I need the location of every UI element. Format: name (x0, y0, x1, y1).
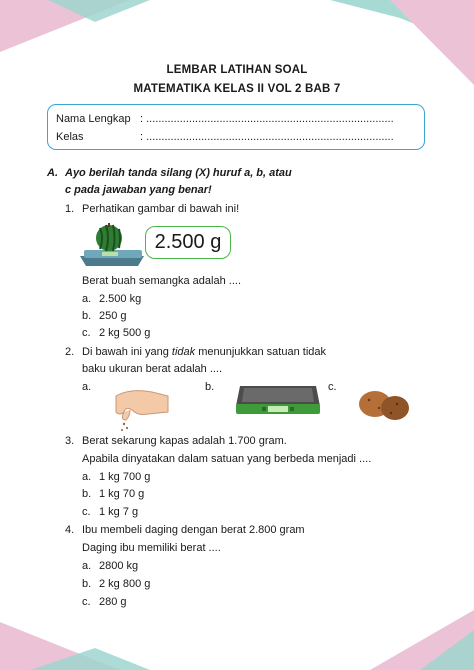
question-3-number: 3. (65, 435, 75, 447)
question-2-number: 2. (65, 346, 75, 358)
question-4-option-c[interactable]: 280 g (99, 596, 127, 608)
question-2-text-italic: tidak (171, 346, 196, 358)
question-3-option-a[interactable]: 1 kg 700 g (99, 471, 151, 483)
question-1-option-a-letter[interactable]: a. (82, 293, 92, 305)
question-3-text: Berat sekarung kapas adalah 1.700 gram. (82, 435, 287, 447)
class-row[interactable] (56, 131, 394, 143)
class-label: Kelas (56, 131, 84, 143)
question-2-option-b-letter[interactable]: b. (205, 381, 215, 393)
class-fill-line[interactable]: : ................................................................................. (140, 131, 394, 143)
question-3-option-b-letter[interactable]: b. (82, 488, 92, 500)
question-4-option-a-letter[interactable]: a. (82, 560, 92, 572)
question-4-option-b-letter[interactable]: b. (82, 578, 92, 590)
question-3-option-a-letter[interactable]: a. (82, 471, 92, 483)
question-2-text (82, 346, 326, 358)
section-instruction-line2: c pada jawaban yang benar! (65, 184, 212, 196)
name-label: Nama Lengkap (56, 113, 131, 125)
question-2-text-line2: baku ukuran berat adalah .... (82, 363, 223, 375)
identity-box (47, 104, 425, 150)
question-2-text-after: menunjukkan satuan tidak (195, 346, 327, 358)
question-4-text: Ibu membeli daging dengan berat 2.800 gram (82, 524, 305, 536)
question-3-text-line2: Apabila dinyatakan dalam satuan yang berbeda menjadi .... (82, 453, 372, 465)
question-1-prompt: Berat buah semangka adalah .... (82, 275, 241, 287)
top-left-decoration (0, 0, 150, 70)
question-1-option-c-letter[interactable]: c. (82, 327, 91, 339)
potatoes-image[interactable] (357, 388, 413, 422)
question-4-number: 4. (65, 524, 75, 536)
bottom-right-decoration (330, 600, 474, 670)
top-right-decoration (330, 0, 474, 90)
question-1-option-a[interactable]: 2.500 kg (99, 293, 142, 305)
question-2-option-a-letter[interactable]: a. (82, 381, 92, 393)
page-title: LEMBAR LATIHAN SOAL (166, 64, 308, 76)
question-4-option-b[interactable]: 2 kg 800 g (99, 578, 151, 590)
question-1-number: 1. (65, 203, 75, 215)
question-2-option-c-letter[interactable]: c. (328, 381, 337, 393)
name-row[interactable] (56, 113, 394, 125)
question-4-option-a[interactable]: 2800 kg (99, 560, 139, 572)
section-letter: A. (47, 167, 58, 179)
watermelon-on-scale-image (78, 222, 148, 268)
question-4-text-line2: Daging ibu memiliki berat .... (82, 542, 221, 554)
question-3-option-b[interactable]: 1 kg 70 g (99, 488, 145, 500)
question-2-text-before: Di bawah ini yang (82, 346, 172, 358)
question-1-text: Perhatikan gambar di bawah ini! (82, 203, 240, 215)
digital-scale-image[interactable] (234, 382, 322, 416)
name-fill-line[interactable]: : ................................................................................. (140, 113, 394, 125)
question-1-option-b-letter[interactable]: b. (82, 310, 92, 322)
scale-reading-bubble: 2.500 g (145, 226, 231, 259)
question-4-option-c-letter[interactable]: c. (82, 596, 91, 608)
question-3-option-c[interactable]: 1 kg 7 g (99, 506, 139, 518)
section-instruction-line1: Ayo berilah tanda silang (X) huruf a, b, atau (65, 167, 292, 179)
question-3-option-c-letter[interactable]: c. (82, 506, 91, 518)
question-1-option-c[interactable]: 2 kg 500 g (99, 327, 151, 339)
page-subtitle: MATEMATIKA KELAS II VOL 2 BAB 7 (133, 83, 341, 95)
pinching-hand-image[interactable] (108, 386, 172, 434)
bottom-left-decoration (0, 600, 150, 670)
question-1-option-b[interactable]: 250 g (99, 310, 127, 322)
